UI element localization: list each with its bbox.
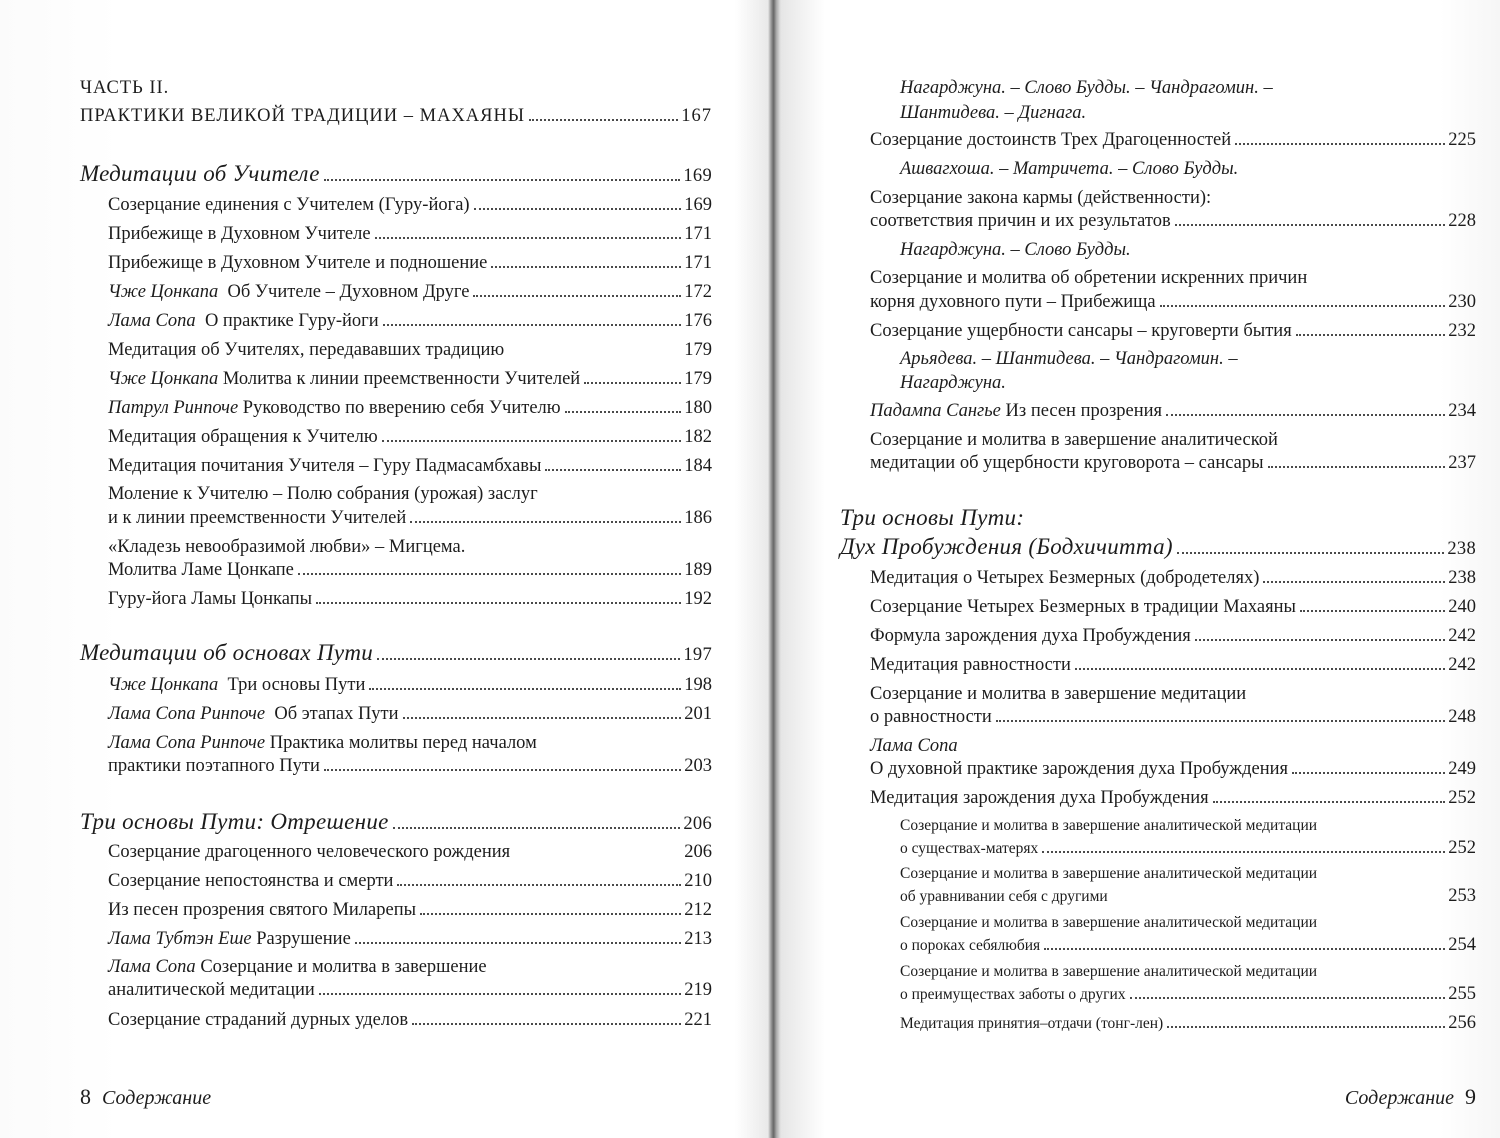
toc-entry[interactable]: Медитация о Четырех Безмерных (добродетелях) 238 xyxy=(870,568,1476,588)
toc-entry[interactable]: Чже Цонкапа Молитва к линии преемственности Учителей 179 xyxy=(108,369,712,389)
entry-author: Чже Цонкапа xyxy=(108,282,219,302)
authors-line: Нагарджуна. – Слово Будды. xyxy=(900,240,1131,260)
entry-author: Лама Сопа xyxy=(108,311,196,331)
page-number: 8 xyxy=(80,1084,91,1109)
toc-entry-line1[interactable]: Созерцание и молитва в завершение медитации xyxy=(870,684,1247,704)
toc-entry[interactable]: Лама Сопа О практике Гуру-йоги 176 xyxy=(108,311,712,331)
toc-entry-line1[interactable]: Моление к Учителю – Полю собрания (урожая) заслуг xyxy=(108,484,538,504)
toc-entry[interactable]: Медитация обращения к Учителю 182 xyxy=(108,427,712,447)
toc-entry-line2[interactable]: практики поэтапного Пути 203 xyxy=(108,756,712,776)
toc-entry-line2[interactable]: медитации об ущербности круговорота – сансары 237 xyxy=(870,453,1476,473)
entry-author: Лама Сопа Ринпоче xyxy=(108,733,266,753)
toc-subentry[interactable]: Медитация принятия–отдачи (тонг-лен) 256 xyxy=(900,1013,1476,1033)
toc-subentry-line2[interactable]: о существах-матерях 252 xyxy=(900,838,1476,858)
toc-entry-part[interactable]: ПРАКТИКИ ВЕЛИКОЙ ТРАДИЦИИ – МАХАЯНЫ 167 xyxy=(80,106,712,126)
entry-author: Лама Тубтэн Еше xyxy=(108,929,252,949)
toc-subentry-line2[interactable]: о преимуществах заботы о других 255 xyxy=(900,984,1476,1004)
section-heading[interactable]: Медитации об основах Пути 197 xyxy=(80,640,712,665)
toc-entry-line1[interactable]: Лама Сопа Ринпоче Практика молитвы перед началом xyxy=(108,733,537,753)
toc-entry[interactable]: Чже Цонкапа Об Учителе – Духовном Друге 172 xyxy=(108,282,712,302)
toc-entry[interactable]: Из песен прозрения святого Миларепы 212 xyxy=(108,900,712,920)
toc-entry-line1[interactable]: Лама Сопа Созерцание и молитва в завершение xyxy=(108,957,487,977)
toc-entry-line2[interactable]: аналитической медитации 219 xyxy=(108,980,712,1000)
toc-entry[interactable]: Созерцание ущербности сансары – круговерти бытия 232 xyxy=(870,321,1476,341)
toc-entry[interactable]: Созерцание Четырех Безмерных в традиции Махаяны 240 xyxy=(870,597,1476,617)
toc-entry[interactable]: Созерцание достоинств Трех Драгоценностей 225 xyxy=(870,130,1476,150)
toc-subentry-line1[interactable]: Созерцание и молитва в завершение аналитической медитации xyxy=(900,817,1318,834)
entry-author: Лама Сопа Ринпоче xyxy=(108,704,266,724)
toc-entry[interactable]: Медитация об Учителях, передававших традицию 179 xyxy=(108,340,712,360)
authors-line: Шантидева. – Дигнага. xyxy=(900,103,1087,123)
toc-entry-line2[interactable]: и к линии преемственности Учителей 186 xyxy=(108,508,712,528)
authors-line: Нагарджуна. – Слово Будды. – Чандрагомин. – xyxy=(900,78,1273,98)
authors-line: Нагарджуна. xyxy=(900,373,1006,393)
toc-entry[interactable]: Лама Тубтэн Еше Разрушение 213 xyxy=(108,929,712,949)
toc-entry-line1[interactable]: Созерцание и молитва в завершение аналитической xyxy=(870,430,1278,450)
toc-entry[interactable]: Созерцание драгоценного человеческого рождения 206 xyxy=(108,842,712,862)
toc-entry-line1[interactable]: «Кладезь невообразимой любви» – Мигцема. xyxy=(108,537,466,557)
toc-entry[interactable]: Чже Цонкапа Три основы Пути 198 xyxy=(108,675,712,695)
entry-author: Падампа Сангье xyxy=(870,401,1001,421)
toc-entry[interactable]: Созерцание страданий дурных уделов 221 xyxy=(108,1010,712,1030)
part-title: ПРАКТИКИ ВЕЛИКОЙ ТРАДИЦИИ – МАХАЯНЫ xyxy=(80,106,525,126)
section-heading[interactable]: Три основы Пути: Отрешение 206 xyxy=(80,809,712,834)
toc-entry-line2[interactable]: корня духовного пути – Прибежища 230 xyxy=(870,292,1476,312)
section-heading[interactable]: Дух Пробуждения (Бодхичитта) 238 xyxy=(840,534,1476,559)
toc-entry-line2[interactable]: о равностности 248 xyxy=(870,707,1476,727)
toc-entry[interactable]: Прибежище в Духовном Учителе и подношение 171 xyxy=(108,253,712,273)
entry-author: Лама Сопа xyxy=(108,957,196,977)
toc-entry[interactable]: Падампа Сангье Из песен прозрения 234 xyxy=(870,401,1476,421)
authors-line: Арьядева. – Шантидева. – Чандрагомин. – xyxy=(900,349,1238,369)
toc-entry[interactable]: Медитация равностности 242 xyxy=(870,655,1476,675)
toc-entry-line2[interactable]: соответствия причин и их результатов 228 xyxy=(870,211,1476,231)
running-head: Содержание xyxy=(1344,1087,1454,1109)
toc-subentry-line1[interactable]: Созерцание и молитва в завершение аналитической медитации xyxy=(900,865,1318,882)
toc-entry[interactable]: Формула зарождения духа Пробуждения 242 xyxy=(870,626,1476,646)
entry-author: Лама Сопа xyxy=(870,736,958,756)
entry-author: Чже Цонкапа xyxy=(108,675,219,695)
page-folio-right xyxy=(1345,1084,1476,1110)
page-number: 9 xyxy=(1465,1084,1476,1109)
toc-entry[interactable]: Созерцание единения с Учителем (Гуру-йога) 169 xyxy=(108,195,712,215)
running-head: Содержание xyxy=(102,1087,212,1109)
entry-author: Патрул Ринпоче xyxy=(108,398,239,418)
toc-entry[interactable]: Прибежище в Духовном Учителе 171 xyxy=(108,224,712,244)
toc-subentry-line2[interactable]: о пороках себялюбия 254 xyxy=(900,935,1476,955)
section-heading-line1[interactable]: Три основы Пути: xyxy=(840,505,1025,530)
toc-entry-line1[interactable]: Созерцание и молитва об обретении искренних причин xyxy=(870,268,1308,288)
leader-dots xyxy=(529,119,678,121)
toc-entry[interactable]: О духовной практике зарождения духа Пробуждения 249 xyxy=(870,759,1476,779)
toc-subentry-line1[interactable]: Созерцание и молитва в завершение аналитической медитации xyxy=(900,963,1318,980)
toc-entry[interactable]: Патрул Ринпоче Руководство по вверению себя Учителю 180 xyxy=(108,398,712,418)
toc-entry[interactable]: Гуру-йога Ламы Цонкапы 192 xyxy=(108,589,712,609)
toc-subentry-line2[interactable]: об уравнивании себя с другими 253 xyxy=(900,886,1476,906)
section-heading[interactable]: Медитации об Учителе 169 xyxy=(80,161,712,186)
toc-subentry-line1[interactable]: Созерцание и молитва в завершение аналитической медитации xyxy=(900,914,1318,931)
part-label: ЧАСТЬ II. xyxy=(80,78,170,98)
authors-line: Ашвагхоша. – Матричета. – Слово Будды. xyxy=(900,159,1239,179)
entry-author: Чже Цонкапа xyxy=(108,369,219,389)
toc-entry[interactable]: Медитация зарождения духа Пробуждения 252 xyxy=(870,788,1476,808)
right-page xyxy=(780,0,1500,1138)
toc-entry[interactable]: Лама Сопа Ринпоче Об этапах Пути 201 xyxy=(108,704,712,724)
toc-entry-line2[interactable]: Молитва Ламе Цонкапе 189 xyxy=(108,560,712,580)
toc-entry[interactable]: Медитация почитания Учителя – Гуру Падмасамбхавы 184 xyxy=(108,456,712,476)
toc-entry[interactable]: Созерцание непостоянства и смерти 210 xyxy=(108,871,712,891)
toc-entry-line1[interactable]: Созерцание закона кармы (действенности): xyxy=(870,188,1212,208)
page-folio-left xyxy=(80,1084,211,1110)
